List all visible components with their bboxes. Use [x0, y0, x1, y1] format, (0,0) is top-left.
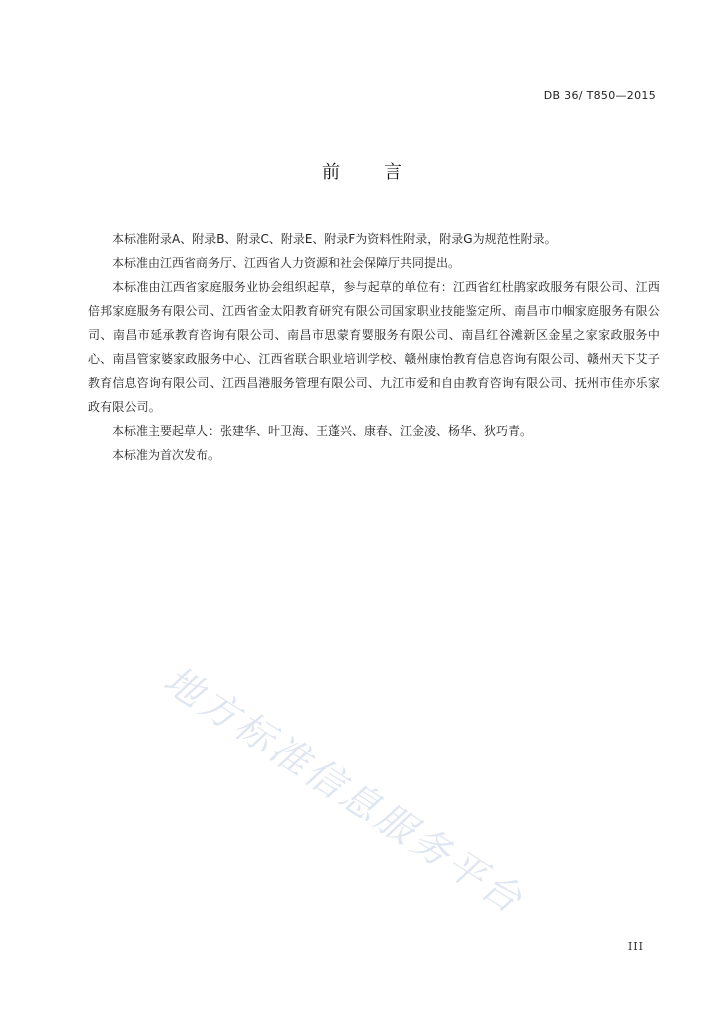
paragraph-drafters: 本标准主要起草人：张建华、叶卫海、王蓬兴、康春、江金凌、杨华、狄巧青。 — [112, 424, 533, 438]
page-title: 前言 — [322, 162, 446, 183]
page-number: III — [627, 940, 644, 953]
paragraph-first-release: 本标准为首次发布。 — [112, 448, 221, 462]
paragraph-appendix: 本标准附录A、附录B、附录C、附录E、附录F为资料性附录，附录G为规范性附录。 — [112, 232, 557, 246]
document-code: DB 36/ T850—2015 — [543, 89, 656, 102]
watermark: 地方标准信息服务平台 — [156, 657, 533, 924]
paragraph-drafting-units: 本标准由江西省家庭服务业协会组织起草，参与起草的单位有：江西省红杜鹃家政服务有限公司、江西倍邦家庭服务有限公司、江西省金太阳教育研究有限公司国家职业技能鉴定所、南昌市巾帼家庭服务有限公司、南昌市延承教育咨询有限公司、南昌市思蒙育婴服务有限公司、南昌红谷滩新区金星之家家政服务中心、南昌管家婆家政服务中心、江西省联合职业培训学校、赣州康怡教育信息咨询有限公司、赣州天下艾子教育信息咨询有限公司、江西昌港服务管理有限公司、九江市爱和自由教育咨询有限公司、抚州市佳亦乐家政有限公司。 — [88, 280, 660, 414]
foreword-body — [88, 227, 660, 467]
paragraph-proposer: 本标准由江西省商务厅、江西省人力资源和社会保障厅共同提出。 — [112, 256, 461, 270]
